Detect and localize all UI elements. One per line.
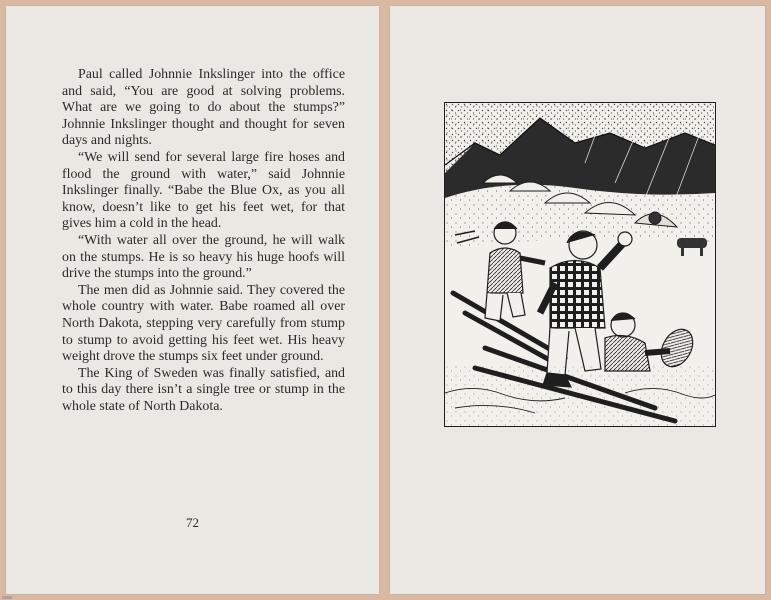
paragraph: “With water all over the ground, he will walk on the stumps. He is so heavy his huge hoofs will drive the stumps into the ground.” [62,232,345,282]
paragraph: “We will send for several large fire hoses and flood the ground with water,” said Johnnie Inkslinger finally. “Babe the Blue Ox, as you all know, doesn’t like to get his feet wet, for that gives him a cold in the head. [62,149,345,232]
story-text [62,67,345,415]
paragraph: The men did as Johnnie said. They covered the whole country with water. Babe roamed all over North Dakota, stepping very carefully from stump to stump to avoid getting his feet wet. His heavy weight drove the stumps six feet under ground. [62,282,345,365]
paragraph: The King of Sweden was finally satisfied, and to this day there isn’t a single tree or stump in the whole state of North Dakota. [62,365,345,414]
illustration-drawing [445,103,715,426]
archive-mark [2,596,12,599]
left-page [6,6,379,594]
paragraph: Paul called Johnnie Inkslinger into the office and said, “You are good at solving problems. What are we going to do about the stumps?” Johnnie Inkslinger thought and thought for seven days and nights. [62,67,345,149]
foreground-snow [445,363,715,426]
right-page [390,6,765,594]
page-number: 72 [186,515,199,530]
skiing-illustration [444,102,716,427]
